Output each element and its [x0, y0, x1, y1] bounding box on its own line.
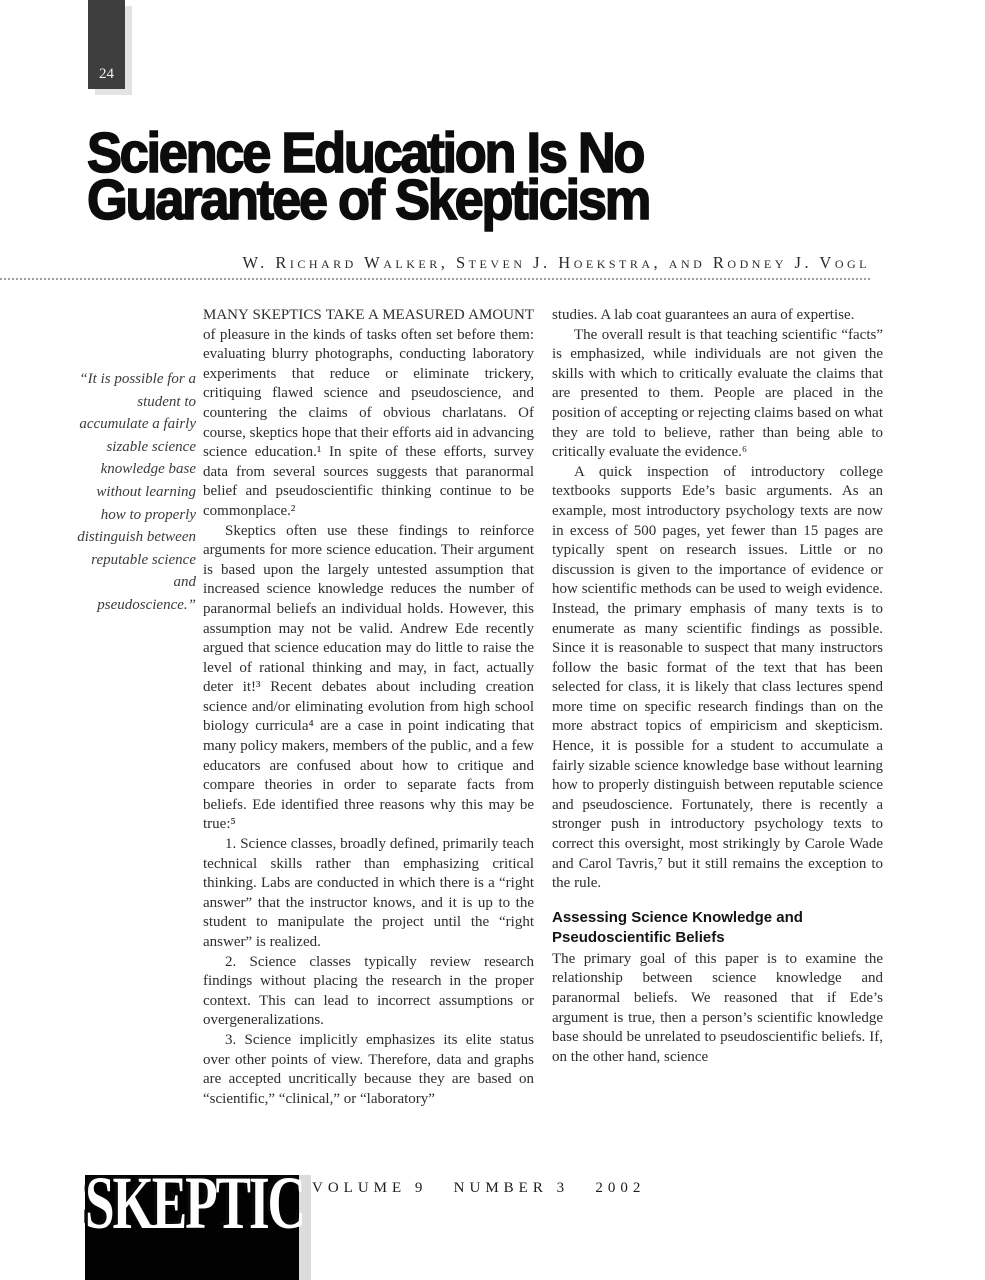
paragraph: The overall result is that teaching scientific “facts” is emphasized, while individuals are not given the skills with which to critically evaluate the claims that are presented to them. People are placed in the position of accepting or rejecting claims based on what they are told to believe, rather than being able to critically evaluate the evidence.⁶ [552, 326, 883, 461]
byline-dotted-rule [0, 278, 870, 280]
numbered-point-2: 2. Science classes typically review research findings without placing the research in the proper context. This can lead to incorrect assumptions or overgeneralizations. [203, 953, 534, 1029]
paragraph: MANY SKEPTICS TAKE A MEASURED AMOUNT of pleasure in the kinds of tasks often set before them: evaluating blurry photographs, conducting laboratory experiments that reduce or eliminate trickery, critiquing flawed science and pseudoscience, and countering the claims of obvious charlatans. Of course, skeptics hope that their efforts aid in advancing science education.¹ In spite of these efforts, survey data from several sources suggests that paranormal belief and pseudoscientific thinking continue to be commonplace.² [203, 307, 534, 519]
pull-quote: “It is possible for a student to accumulate a fairly sizable science knowledge base without learning how to properly distinguish between reputable science and pseudoscience.” [77, 371, 196, 613]
byline: W. Richard Walker, Steven J. Hoekstra, and Rodney J. Vogl [242, 253, 870, 272]
volume-number-line: VOLUME 9 NUMBER 3 2002 [312, 1180, 646, 1196]
paragraph: A quick inspection of introductory college textbooks supports Ede’s basic arguments. As an example, most introductory psychology texts are now in excess of 500 pages, yet fewer than 15 pages are typically spent on research issues. Little or no discussion is given to the importance of evidence or how scientific methods can be used to weigh evidence. Instead, the primary emphasis of many texts is to enumerate as many scientific findings as possible. Since it is reasonable to suspect that many instructors follow the basic format of the text that has been selected for class, it is likely that class lectures spend more time on specific research findings than on the more abstract topics of empiricism and skepticism. Hence, it is possible for a student to accumulate a fairly sizable science knowledge base without learning how to properly distinguish between reputable science and pseudoscience. Fortunately, there is recently a stronger push in introductory psychology texts to correct this oversight, most strikingly by Carole Wade and Carol Tavris,⁷ but it still remains the exception to the rule. [552, 463, 883, 892]
page-number: 24 [99, 66, 114, 82]
column-left [203, 306, 534, 1109]
paragraph: Skeptics often use these findings to reinforce arguments for more science education. Their argument is based upon the largely untested assumption that increased science knowledge reduces the number of paranormal beliefs an individual holds. However, this assumption may not be valid. Andrew Ede recently argued that science education may do little to raise the level of rational thinking and may, in fact, actually deter it!³ Recent debates about including creation science and/or eliminating evolution from high school biology curricula⁴ are a case in point indicating that many policy makers, members of the public, and a few educators are confused about how to critique and compare theories in order to separate facts from beliefs. Ede identified three reasons why this may be true:⁵ [203, 522, 534, 833]
skeptic-logo: SKEPTIC [85, 1162, 304, 1245]
numbered-point-1: 1. Science classes, broadly defined, primarily teach technical skills rather than emphasizing critical thinking. Labs are conducted in which there is a “right answer” that the instructor knows, and it is up to the student to manipulate the project until the “right answer” is realized. [203, 836, 534, 950]
page-number-box [88, 0, 125, 89]
article-title [87, 121, 650, 232]
paragraph: studies. A lab coat guarantees an aura of expertise. [552, 307, 855, 323]
numbered-point-3: 3. Science implicitly emphasizes its elite status over other points of view. Therefore, data and graphs are accepted uncritically because they are based on “scientific,” “clinical,” or “laboratory” [203, 1031, 534, 1107]
paragraph: The primary goal of this paper is to examine the relationship between science knowledge and paranormal beliefs. We reasoned that if Ede’s argument is true, then a person’s scientific knowledge base should be unrelated to pseudoscientific beliefs. If, on the other hand, science [552, 950, 883, 1065]
title-line-1: Science Education Is No [87, 121, 644, 185]
title-line-2: Guarantee of Skepticism [87, 168, 650, 232]
column-right [552, 306, 883, 1067]
section-heading: Assessing Science Knowledge and Pseudoscientific Beliefs [552, 908, 803, 946]
